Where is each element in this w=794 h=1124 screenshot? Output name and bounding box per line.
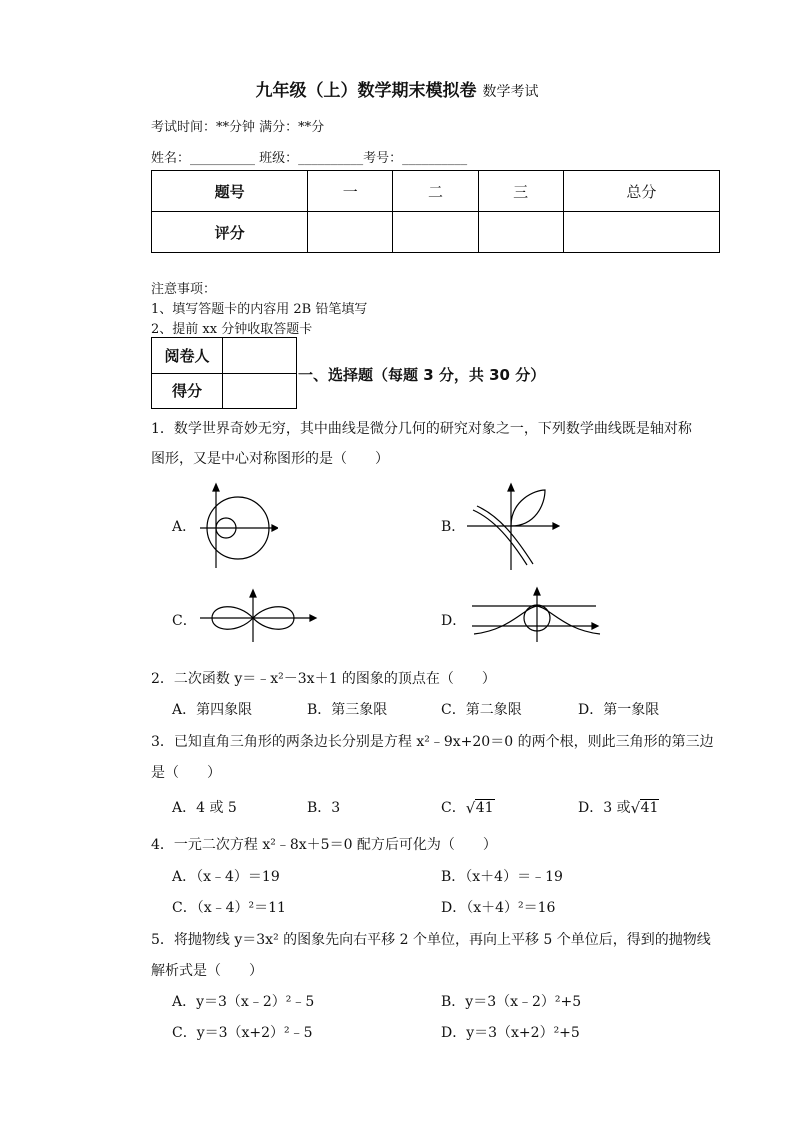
q5-stem-line1: 5．将抛物线 y＝3x² 的图象先向右平移 2 个单位，再向上平移 5 个单位后，得到的抛物线 <box>151 932 711 948</box>
radical-sign: √ <box>465 799 476 817</box>
q3-stem-line2: 是（ ） <box>151 765 221 781</box>
q4-option-a[interactable]: A．（x﹣4）＝19 <box>172 869 280 885</box>
sqrt-symbol <box>466 800 495 816</box>
reader-box <box>151 337 297 409</box>
q4-stem: 4．一元二次方程 x²﹣8x＋5＝0 配方后可化为（ ） <box>151 837 497 853</box>
q1-stem-line2: 图形，又是中心对称图形的是（ ） <box>151 451 389 467</box>
q2-option-c[interactable]: C．第二象限 <box>441 702 522 718</box>
q1-option-d-label[interactable]: D． <box>441 613 467 629</box>
q1-option-b-label[interactable]: B． <box>441 519 466 535</box>
page-title <box>0 76 794 101</box>
radical-sign: √ <box>630 799 641 817</box>
exam-subtitle: 数学考试 <box>482 84 539 100</box>
q3-option-c[interactable] <box>441 797 495 817</box>
score-table <box>151 170 720 253</box>
q2-option-a[interactable]: A．第四象限 <box>172 702 253 718</box>
score-table-grade-row <box>152 212 720 253</box>
score-table-header-row <box>152 171 720 212</box>
score-cell-2: 二 <box>393 171 478 212</box>
q1-option-a-label[interactable]: A． <box>172 519 197 535</box>
score-cell-1: 一 <box>308 171 393 212</box>
q3-option-a[interactable]: A．4 或 5 <box>172 800 237 816</box>
exam-title: 九年级（上）数学期末模拟卷 <box>255 81 477 101</box>
q1-figure-b <box>465 480 560 572</box>
q1-figure-a <box>198 482 278 570</box>
score-cell-total: 总分 <box>563 171 719 212</box>
reader-score-value[interactable] <box>223 373 297 409</box>
student-fields: 姓名：__________ 班级：__________考号：__________ <box>151 151 468 166</box>
q2-option-b[interactable]: B．第三象限 <box>307 702 388 718</box>
reader-value[interactable] <box>223 338 297 374</box>
q5-option-c[interactable]: C．y＝3（x+2）²﹣5 <box>172 1025 313 1041</box>
reader-label: 阅卷人 <box>152 338 223 374</box>
q5-option-b[interactable]: B．y＝3（x﹣2）²+5 <box>441 994 582 1010</box>
grade-cell-3[interactable] <box>478 212 563 253</box>
grade-cell-2[interactable] <box>393 212 478 253</box>
q1-stem-line1: 1．数学世界奇妙无穷，其中曲线是微分几何的研究对象之一，下列数学曲线既是轴对称 <box>151 421 692 437</box>
q4-option-d[interactable]: D．（x＋4）²＝16 <box>441 900 556 916</box>
q5-option-d[interactable]: D．y＝3（x+2）²+5 <box>441 1025 580 1041</box>
q1-figure-c <box>198 588 318 644</box>
section-title: 一、选择题（每题 3 分，共 30 分） <box>298 366 546 384</box>
q2-stem: 2．二次函数 y＝﹣x²－3x＋1 的图象的顶点在（ ） <box>151 671 496 687</box>
q4-option-c[interactable]: C．（x﹣4）²＝11 <box>172 900 286 916</box>
grade-cell-1[interactable] <box>308 212 393 253</box>
note-item-2: 2、提前 xx 分钟收取答题卡 <box>151 322 313 337</box>
reader-score-label: 得分 <box>152 373 223 409</box>
q1-figure-d <box>470 586 605 644</box>
grade-cell-total[interactable] <box>563 212 719 253</box>
sqrt-symbol <box>631 800 660 816</box>
q1-option-c-label[interactable]: C． <box>172 613 197 629</box>
q2-option-d[interactable]: D．第一象限 <box>578 702 660 718</box>
note-item-1: 1、填写答题卡的内容用 2B 铅笔填写 <box>151 302 368 317</box>
q3-option-c-radicand: 41 <box>475 800 494 816</box>
q3-option-d-radicand: 41 <box>640 800 659 816</box>
q3-stem-line1: 3．已知直角三角形的两条边长分别是方程 x²﹣9x+20＝0 的两个根，则此三角形的第三边 <box>151 734 714 750</box>
q3-option-b[interactable]: B．3 <box>307 800 341 816</box>
q3-option-c-label: C． <box>441 800 466 816</box>
q5-stem-line2: 解析式是（ ） <box>151 963 263 979</box>
grade-cell-label: 评分 <box>152 212 308 253</box>
score-cell-label: 题号 <box>152 171 308 212</box>
exam-info: 考试时间：**分钟 满分：**分 <box>151 120 325 135</box>
q3-option-d[interactable] <box>578 797 659 817</box>
q5-option-a[interactable]: A．y＝3（x﹣2）²﹣5 <box>172 994 315 1010</box>
q3-option-d-label: D．3 或 <box>578 800 631 816</box>
notes-heading: 注意事项： <box>151 282 217 297</box>
q4-option-b[interactable]: B．（x＋4）＝﹣19 <box>441 869 563 885</box>
score-cell-3: 三 <box>478 171 563 212</box>
